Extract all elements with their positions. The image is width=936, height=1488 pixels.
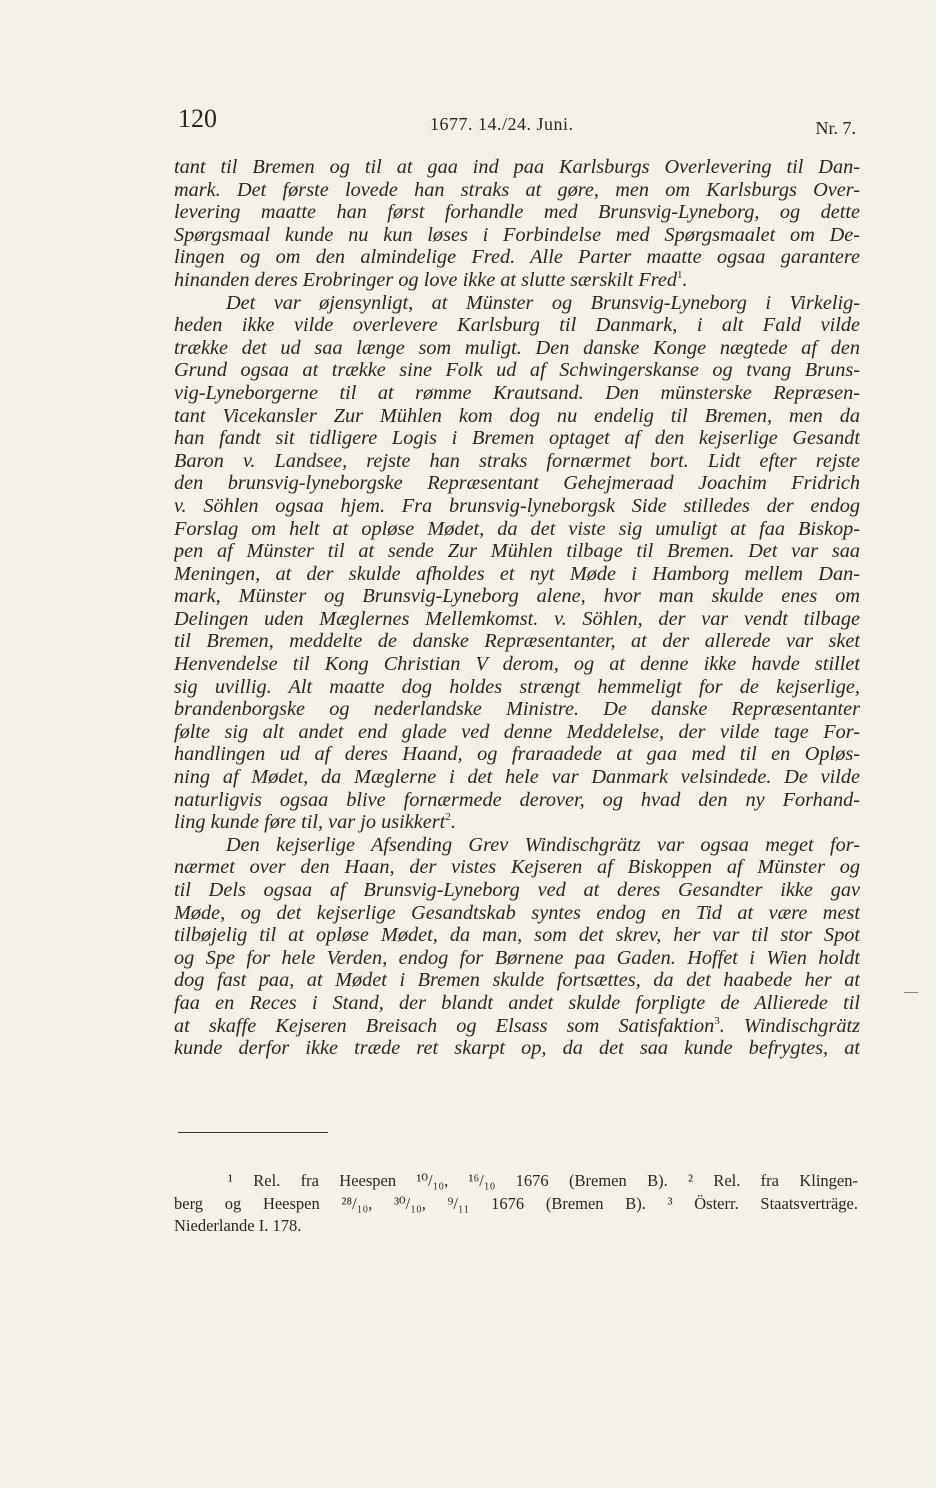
text-line: til Bremen, meddelte de danske Repræsentanter, at der allerede var sket xyxy=(174,630,860,653)
text-line: følte sig alt andet end glade ved denne Meddelelse, der vilde tage For- xyxy=(174,720,860,743)
text-line: lingen og om den almindelige Fred. Alle Parter maatte ogsaa garantere xyxy=(174,246,860,269)
text-line: Grund ogsaa at trække sine Folk ud af Schwingerskanse og tvang Bruns- xyxy=(174,359,860,382)
footnote-line: Niederlande I. 178. xyxy=(174,1216,302,1235)
text-line: Delingen uden Mæglernes Mellemkomst. v. Söhlen, der var vendt tilbage xyxy=(174,607,860,630)
text-line: hinanden deres Erobringer og love ikke at slutte særskilt Fred$^1$. xyxy=(174,268,688,291)
text-line: han fandt sit tidligere Logis i Bremen optaget af den kejserlige Gesandt xyxy=(174,427,860,450)
text-line: faa en Reces i Stand, der blandt andet skulde forpligte de Allierede til xyxy=(174,991,860,1014)
margin-mark xyxy=(904,992,918,993)
footnote-ref: 3 xyxy=(714,1014,720,1027)
text-line: Baron v. Landsee, rejste han straks fornærmet bort. Lidt efter rejste xyxy=(174,449,860,472)
text-line: naturligvis ogsaa blive fornærmede derover, og hvad den ny Forhand- xyxy=(174,788,860,811)
text-line: brandenborgske og nederlandske Ministre. De danske Repræsentanter xyxy=(174,698,860,721)
text-line: Meningen, at der skulde afholdes et nyt Møde i Hamborg mellem Dan- xyxy=(174,562,860,585)
footnote-divider xyxy=(178,1132,328,1133)
text-line: vig-Lyneborgerne til at rømme Krautsand. Den münsterske Repræsen- xyxy=(174,381,860,404)
text-line: heden ikke vilde overlevere Karlsburg til Danmark, i alt Fald vilde xyxy=(174,314,860,337)
text-line: handlingen ud af deres Haand, og fraraadede at gaa med til en Opløs- xyxy=(174,743,860,766)
text-line: tilbøjelig til at opløse Mødet, da man, som det skrev, her var til stor Spot xyxy=(174,924,860,947)
footnote-line: ¹ Rel. fra Heespen ¹⁰/₁₀, ¹⁶/₁₀ 1676 (Bremen B). ² Rel. fra Klingen- xyxy=(228,1171,858,1190)
text-line: dog fast paa, at Mødet i Bremen skulde fortsættes, da det haabede her at xyxy=(174,969,860,992)
text-line: Den kejserlige Afsending Grev Windischgrätz var ogsaa meget for- xyxy=(226,833,860,856)
page-number: 120 xyxy=(178,104,217,133)
footnote-ref: 2 xyxy=(445,811,451,824)
text-line: trække det ud saa længe som muligt. Den danske Konge nægtede af den xyxy=(174,336,860,359)
running-header xyxy=(178,104,856,138)
text-line: den brunsvig-lyneborgske Repræsentant Gehejmeraad Joachim Fridrich xyxy=(174,472,860,495)
text-line: Det var øjensynligt, at Münster og Brunsvig-Lyneborg i Virkelig- xyxy=(226,291,860,314)
text-line: mark, Münster og Brunsvig-Lyneborg alene, hvor man skulde enes om xyxy=(174,585,860,608)
text-line: pen af Münster til at sende Zur Mühlen tilbage til Bremen. Det var saa xyxy=(174,540,860,563)
text-line: nærmet over den Haan, der vistes Kejseren af Biskoppen af Münster og xyxy=(174,856,860,879)
text-line: til Dels ogsaa af Brunsvig-Lyneborg ved at deres Gesandter ikke gav xyxy=(174,879,860,901)
text-line: mark. Det første lovede han straks at gøre, men om Karlsburgs Over- xyxy=(174,178,860,201)
header-title: 1677. 14./24. Juni. xyxy=(430,114,574,134)
text-line: kunde derfor ikke træde ret skarpt op, da det saa kunde befrygtes, at xyxy=(174,1037,860,1060)
footnotes xyxy=(174,1170,858,1238)
text-line: tant til Bremen og til at gaa ind paa Karlsburgs Overlevering til Dan- xyxy=(174,156,860,178)
text-line: Forslag om helt at opløse Mødet, da det viste sig umuligt at faa Biskop- xyxy=(174,517,860,540)
text-line: v. Söhlen ogsaa hjem. Fra brunsvig-lyneborgsk Side stilledes der endog xyxy=(174,494,860,517)
text-line: og Spe for hele Verden, endog for Børnene paa Gaden. Hoffet i Wien holdt xyxy=(174,946,860,969)
text-line: sig uvillig. Alt maatte dog holdes strængt hemmeligt for de kejserlige, xyxy=(174,675,860,698)
text-line: ning af Mødet, da Mæglerne i det hele var Danmark velsindede. De vilde xyxy=(174,766,860,789)
footnote-line: berg og Heespen ²⁸/₁₀, ³⁰/₁₀, ⁹/₁₁ 1676 (Bremen B). ³ Österr. Staatsverträge. xyxy=(174,1193,858,1213)
text-line: tant Vicekansler Zur Mühlen kom dog nu endelig til Bremen, men da xyxy=(174,404,860,427)
main-text xyxy=(174,156,860,1060)
text-line: Møde, og det kejserlige Gesandtskab syntes endog en Tid at være mest xyxy=(174,901,860,924)
text-line: levering maatte han først forhandle med Brunsvig-Lyneborg, og dette xyxy=(174,201,860,224)
text-line: ling kunde føre til, var jo usikkert$^2$. xyxy=(174,811,456,834)
section-number: Nr. 7. xyxy=(815,118,856,138)
footnote-ref: 1 xyxy=(677,269,683,282)
text-line: Spørgsmaal kunde nu kun løses i Forbindelse med Spørgsmaalet om De- xyxy=(174,223,860,246)
text-line: Henvendelse til Kong Christian V derom, og at denne ikke havde stillet xyxy=(174,653,860,676)
text-line: at skaffe Kejseren Breisach og Elsass som Satisfaktion$^3$. Windischgrätz xyxy=(174,1014,860,1037)
